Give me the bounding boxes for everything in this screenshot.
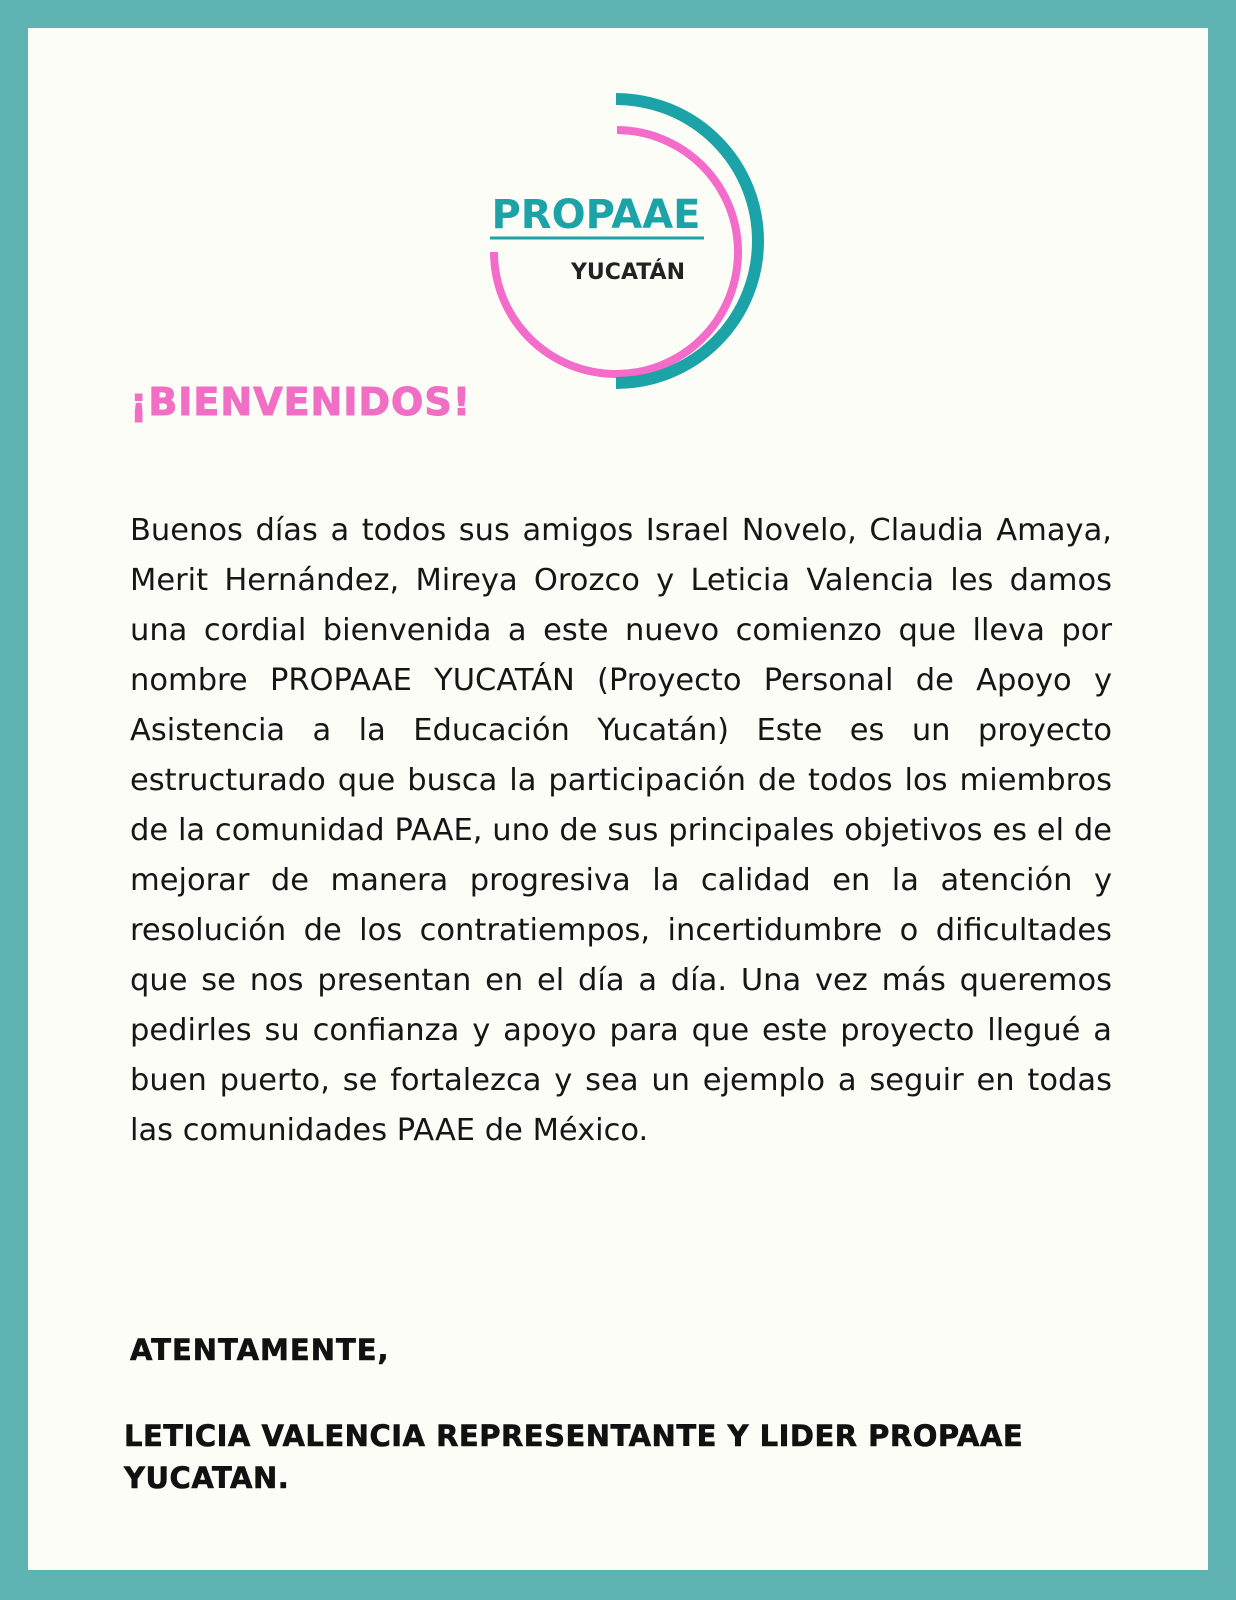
logo-subtitle: YUCATÁN [571,260,685,285]
logo-title: PROPAAE [491,192,701,238]
welcome-heading: ¡BIENVENIDOS! [130,380,472,424]
closing-line: ATENTAMENTE, [130,1333,390,1367]
letter-page [28,28,1208,1570]
signature-line: LETICIA VALENCIA REPRESENTANTE Y LIDER PROPAAE YUCATAN. [124,1419,1024,1495]
logo-pink-ring [494,130,738,374]
letter-body: Buenos días a todos sus amigos Israel Novelo, Claudia Amaya, Merit Hernández, Mireya Orozco y Leticia Valencia les damos una cordial bienvenida a este nuevo comienzo que lleva por nombre PROPAAE YUCATÁN (Proyecto Personal de Apoyo y Asistencia a la Educación Yucatán) Este es un proyecto estructurado que busca la participación de todos los miembros de la comunidad PAAE, uno de sus principales objetivos es el de mejorar de manera progresiva la calidad en la atención y resolución de los contratiempos, incertidumbre o dificultades que se nos presentan en el día a día. Una vez más queremos pedirles su confianza y apoyo para que este proyecto llegué a buen puerto, se fortalezca y sea un ejemplo a seguir en todas las comunidades PAAE de México. [130,513,1112,1148]
propaae-logo [458,68,798,408]
